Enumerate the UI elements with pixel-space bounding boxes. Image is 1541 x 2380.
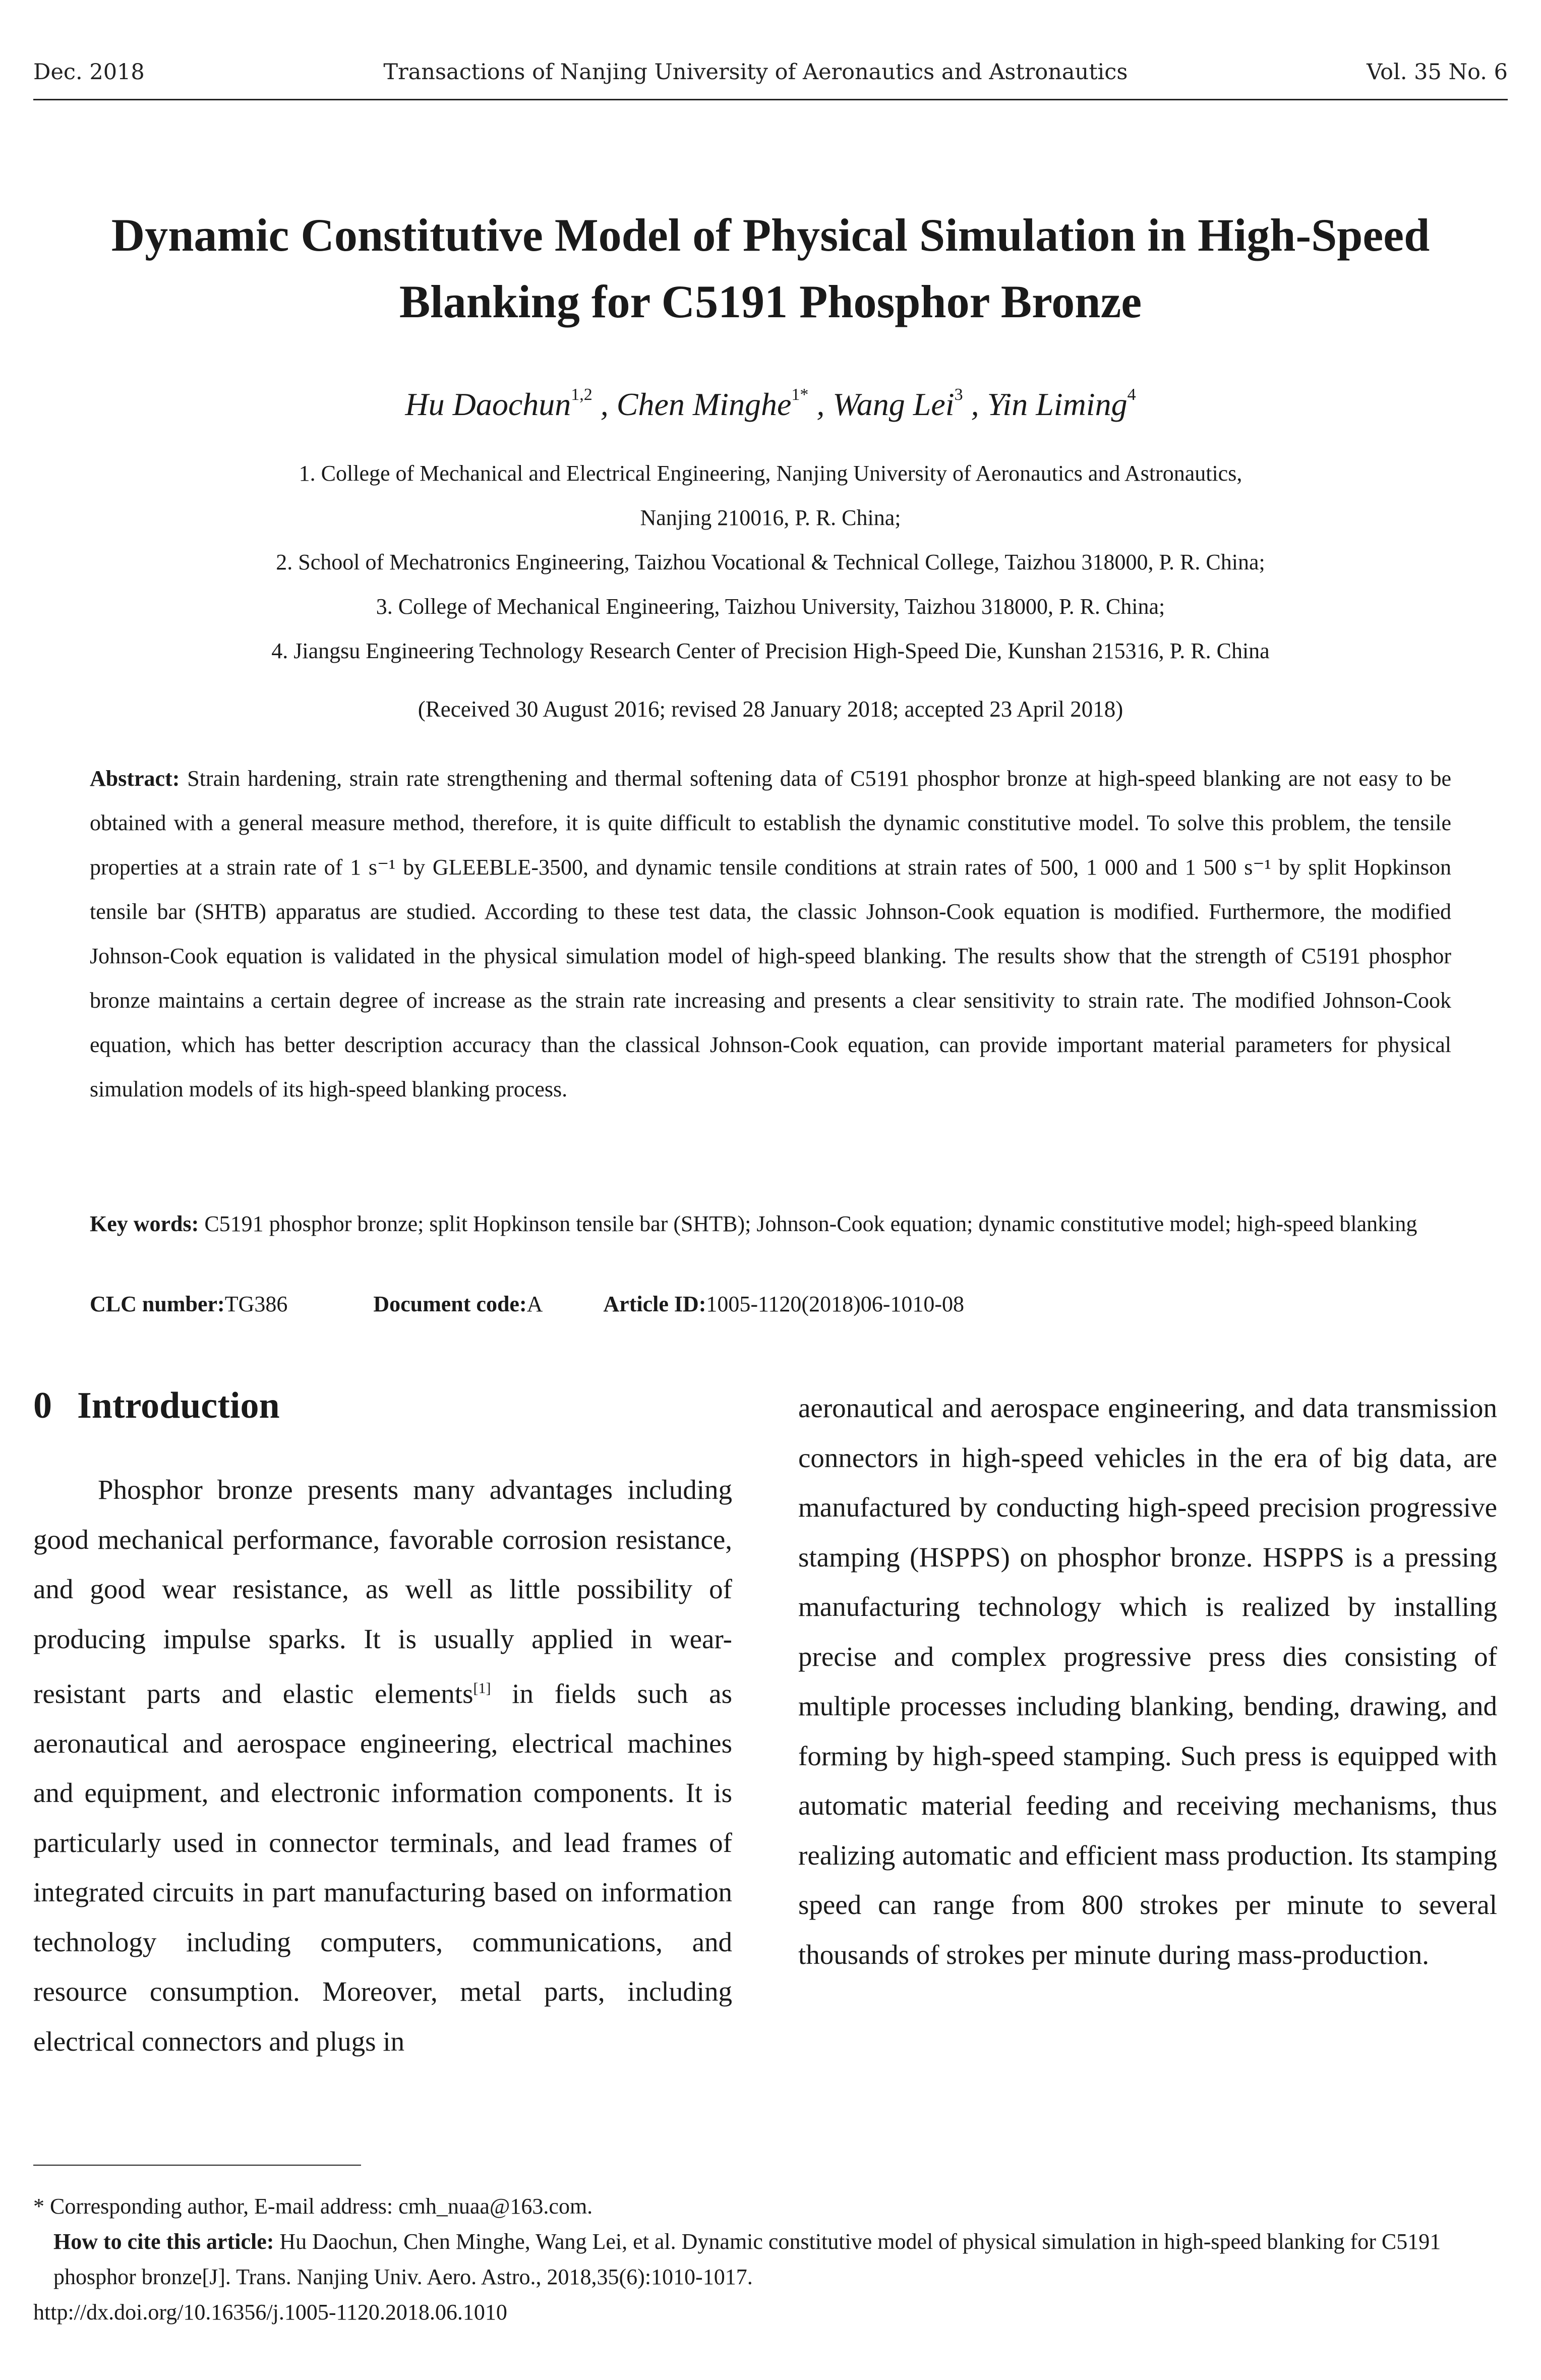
volume-number: Vol. 35 No. 6: [1367, 60, 1508, 85]
abstract: [90, 757, 1451, 1112]
journal-name: Transactions of Nanjing University of Aeronautics and Astronautics: [383, 60, 1128, 85]
author-affil-mark: 1,2: [571, 385, 592, 404]
affiliation-line: 2. School of Mechatronics Engineering, Taizhou Vocational & Technical College, Taizhou 318000, P. R. China;: [276, 550, 1265, 574]
author-separator: ,: [808, 386, 833, 422]
affiliation-line: Nanjing 210016, P. R. China;: [640, 505, 901, 530]
intro-paragraph-part1: Phosphor bronze presents many advantages including good mechanical performance, favorable corrosion resistance, and good wear resistance, as well as little possibility of producing impulse sparks. It is usually applied in wear-resistant parts and elastic elements: [33, 1474, 732, 1709]
section-heading: [33, 1384, 280, 1427]
received-dates: (Received 30 August 2016; revised 28 January 2018; accepted 23 April 2018): [418, 696, 1123, 722]
footnotes: [33, 2189, 1508, 2330]
affiliation-line: 4. Jiangsu Engineering Technology Research Center of Precision High-Speed Die, Kunshan 215316, P. R. China: [271, 638, 1270, 663]
header-rule: [33, 99, 1508, 100]
intro-left-column: [33, 1465, 732, 2066]
doccode-label: Document code:: [373, 1292, 527, 1316]
author-affil-mark: 3: [954, 385, 963, 404]
paper-title: [30, 202, 1511, 335]
author-name: Yin Liming: [987, 386, 1128, 422]
author-list: [0, 386, 1541, 423]
keywords-label: Key words:: [90, 1211, 199, 1236]
abstract-text: Strain hardening, strain rate strengthening and thermal softening data of C5191 phosphor bronze at high-speed blanking are not easy to be obtained with a general measure method, therefore, it is quite difficult to establish the dynamic constitutive model. To solve this problem, the tensile properties at a strain rate of 1 s⁻¹ by GLEEBLE-3500, and dynamic tensile conditions at strain rates of 500, 1 000 and 1 500 s⁻¹ by split Hopkinson tensile bar (SHTB) apparatus are studied. According to these test data, the classic Johnson-Cook equation is modified. Furthermore, the modified Johnson-Cook equation is validated in the physical simulation model of high-speed blanking. The results show that the strength of C5191 phosphor bronze maintains a certain degree of increase as the strain rate increasing and presents a clear sensitivity to strain rate. The modified Johnson-Cook equation, which has better description accuracy than the classical Johnson-Cook equation, can provide important material parameters for physical simulation models of its high-speed blanking process.: [90, 766, 1451, 1101]
intro-paragraph-part2: in fields such as aeronautical and aerospace engineering, electrical machines and equipment, and electronic information components. It is particularly used in connector terminals, and lead frames of integrated circuits in part manufacturing based on information technology including computers, communications, and resource consumption. Moreover, metal parts, including electrical connectors and plugs in: [33, 1678, 733, 2057]
clc-value: TG386: [224, 1292, 288, 1316]
affiliation-line: 3. College of Mechanical Engineering, Taizhou University, Taizhou 318000, P. R. China;: [376, 594, 1165, 619]
affiliations: [50, 451, 1491, 673]
cite-text: Hu Daochun, Chen Minghe, Wang Lei, et al. Dynamic constitutive model of physical simulation in high-speed blanking for C5191 phosphor bronze[J]. Trans. Nanjing Univ. Aero. Astro., 2018,35(6):1010-1017.: [53, 2229, 1441, 2289]
section-title: Introduction: [77, 1385, 280, 1426]
title-line-2: Blanking for C5191 Phosphor Bronze: [399, 276, 1142, 327]
author-affil-mark: 4: [1127, 385, 1136, 404]
keywords: [90, 1202, 1451, 1246]
doi-link[interactable]: http://dx.doi.org/10.16356/j.1005-1120.2018.06.1010: [33, 2300, 507, 2325]
issue-date: Dec. 2018: [33, 60, 145, 85]
affiliation-line: 1. College of Mechanical and Electrical Engineering, Nanjing University of Aeronautics and Astronautics,: [299, 461, 1242, 486]
citation-note: [33, 2224, 1508, 2295]
citation-ref[interactable]: [1]: [473, 1680, 491, 1697]
articleid-label: Article ID:: [603, 1292, 706, 1316]
author-separator: ,: [963, 386, 987, 422]
title-line-1: Dynamic Constitutive Model of Physical Simulation in High-Speed: [111, 209, 1430, 261]
section-number: 0: [33, 1385, 52, 1426]
footnote-rule: [33, 2165, 361, 2166]
classification-row: [90, 1291, 964, 1317]
cite-label: How to cite this article:: [53, 2229, 274, 2254]
author-name: Wang Lei: [833, 386, 955, 422]
abstract-label: Abstract:: [90, 766, 180, 791]
running-header: [33, 60, 1508, 85]
intro-right-column: aeronautical and aerospace engineering, and data transmission connectors in high-speed vehicles in the era of big data, are manufactured by conducting high-speed precision progressive stamping (HSPPS) on phosphor bronze. HSPPS is a pressing manufacturing technology which is realized by installing precise and complex progressive press dies consisting of multiple processes including blanking, bending, drawing, and forming by high-speed stamping. Such press is equipped with automatic material feeding and receiving mechanisms, thus realizing automatic and efficient mass production. Its stamping speed can range from 800 strokes per minute to several thousands of strokes per minute during mass-production.: [798, 1392, 1497, 1970]
corresponding-author-note: * Corresponding author, E-mail address: cmh_nuaa@163.com.: [33, 2194, 593, 2219]
clc-label: CLC number:: [90, 1292, 225, 1316]
doccode-value: A: [526, 1292, 543, 1316]
author-affil-mark: 1*: [791, 385, 809, 404]
keywords-text: C5191 phosphor bronze; split Hopkinson tensile bar (SHTB); Johnson-Cook equation; dynamic constitutive model; high-speed blanking: [204, 1211, 1417, 1236]
author-name: Hu Daochun: [405, 386, 571, 422]
author-name: Chen Minghe: [616, 386, 792, 422]
author-separator: ,: [592, 386, 617, 422]
articleid-value: 1005-1120(2018)06-1010-08: [706, 1292, 965, 1316]
